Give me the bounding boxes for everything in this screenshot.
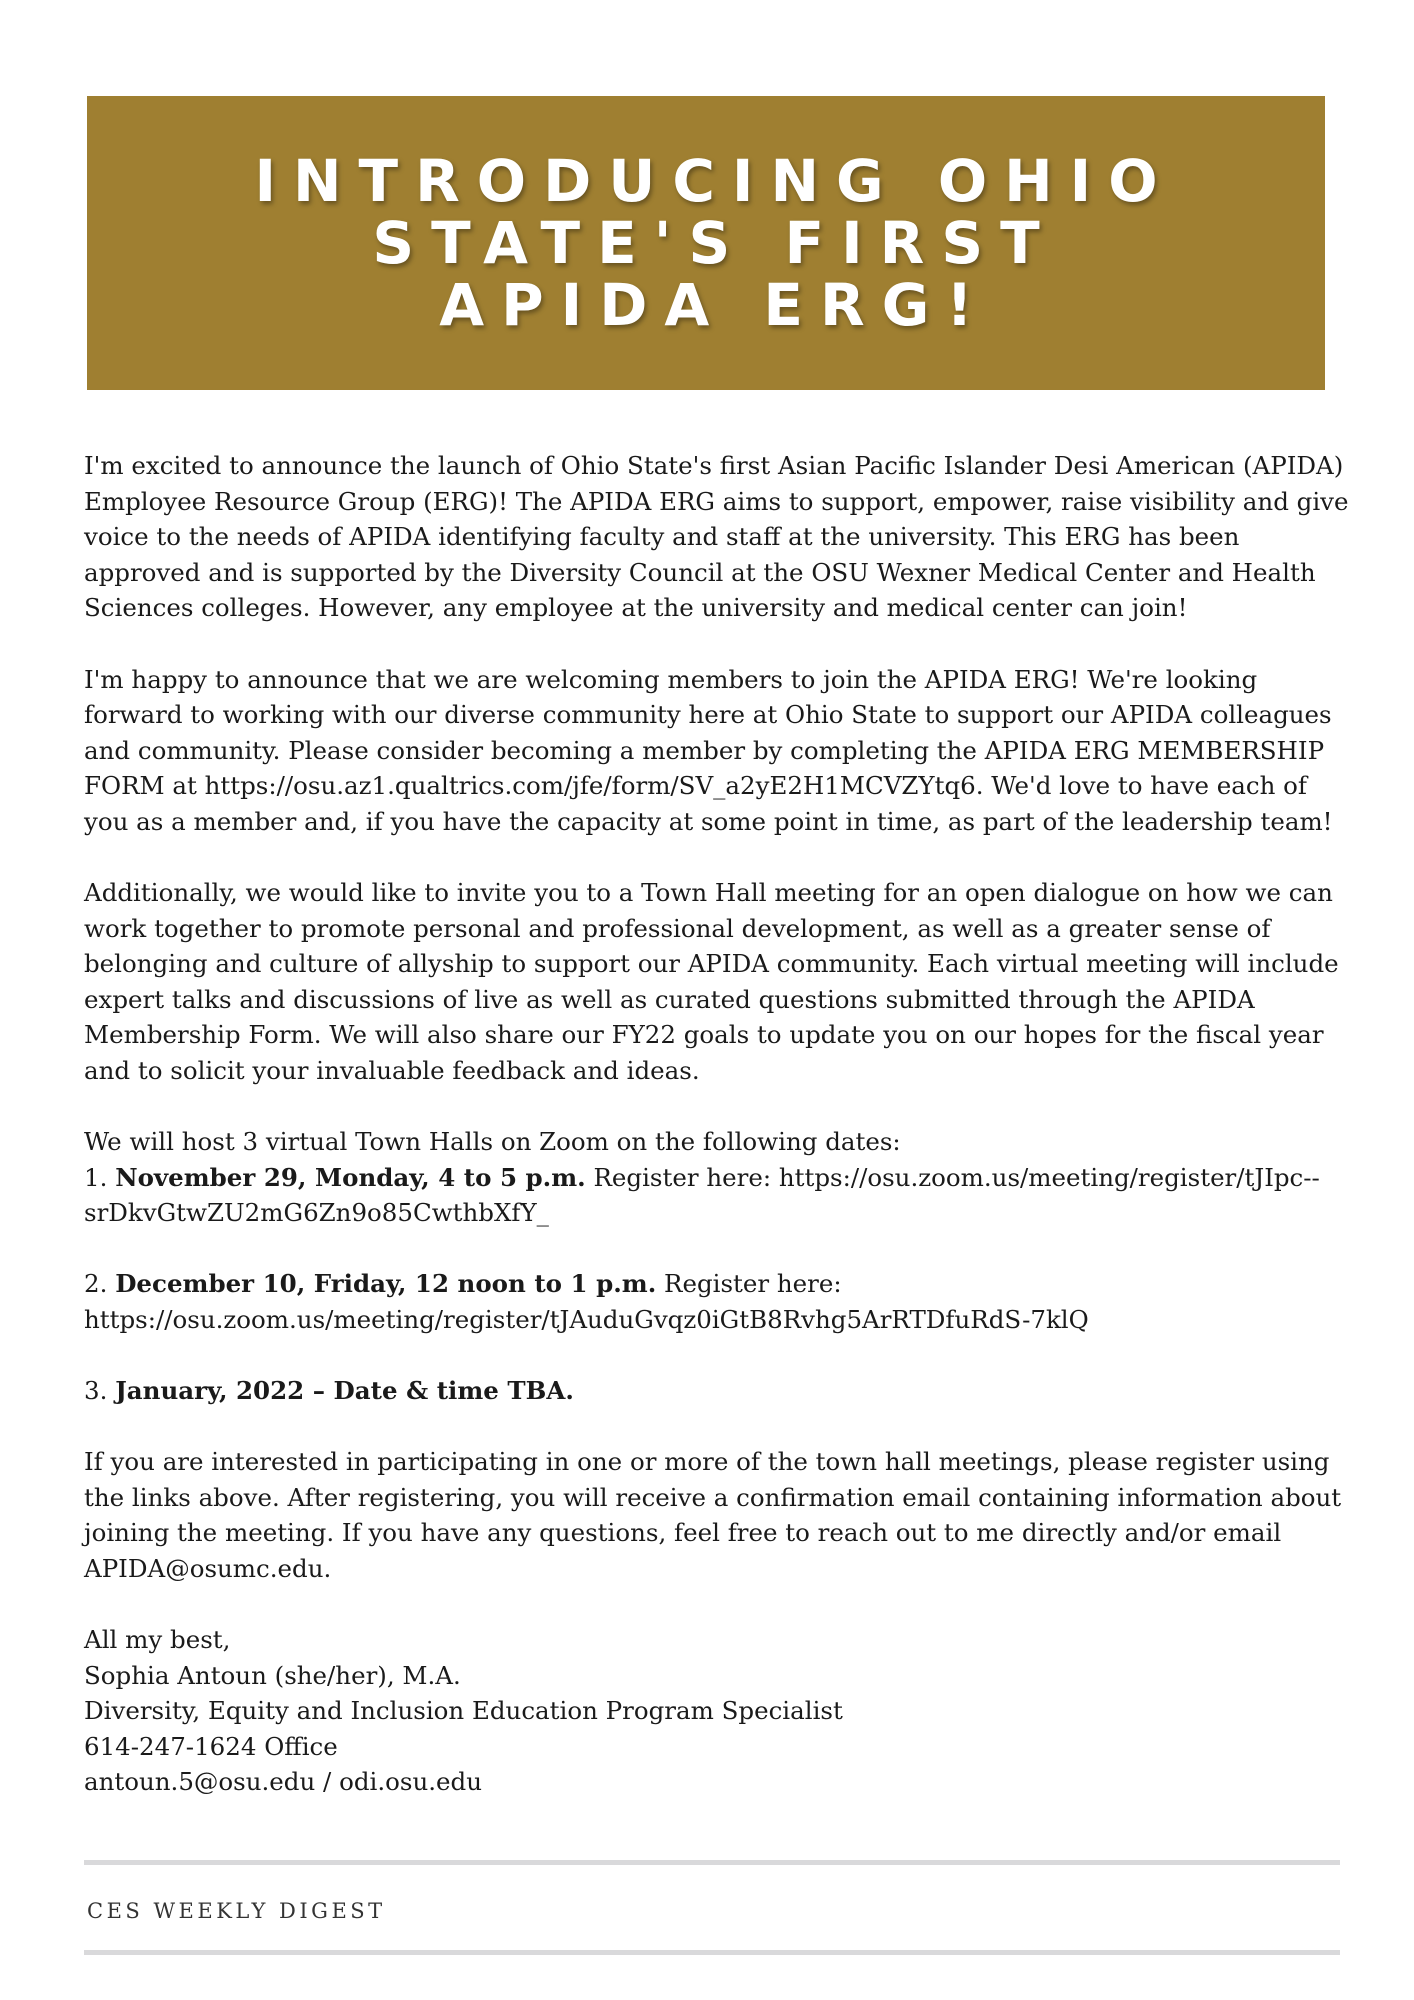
closing-paragraph xyxy=(84,1444,1342,1586)
membership-line: you as a member and, if you have the capacity at some point in time, as part of the leadership team! xyxy=(84,806,1333,836)
signature-contact[interactable]: antoun.5@osu.edu / odi.osu.edu xyxy=(84,1767,483,1796)
town-hall-line: Membership Form. We will also share our FY22 goals to update you on our hopes for the fiscal year xyxy=(84,1020,1324,1049)
membership-line: I'm happy to announce that we are welcoming members to join the APIDA ERG! We're looking xyxy=(84,664,1258,694)
signoff: All my best, xyxy=(84,1625,231,1654)
schedule-item-2 xyxy=(84,1266,1334,1302)
item-number: 3. xyxy=(84,1375,108,1405)
intro-line: Employee Resource Group (ERG)! The APIDA ERG aims to support, empower, raise visibility and give xyxy=(84,486,1349,516)
intro-line: voice to the needs of APIDA identifying faculty and staff at the university. This ERG has been xyxy=(84,522,1240,551)
footer-divider-top xyxy=(84,1860,1340,1865)
closing-line: If you are interested in participating in one or more of the town hall meetings, please register using xyxy=(84,1447,1330,1476)
intro-paragraph xyxy=(84,448,1349,626)
schedule-item-1 xyxy=(84,1160,1334,1196)
item-number: 1. xyxy=(84,1162,108,1192)
header-banner xyxy=(87,96,1325,390)
town-hall-line: work together to promote personal and professional development, as well as a greater sense of xyxy=(84,913,1271,943)
intro-line: approved and is supported by the Diversity Council at the OSU Wexner Medical Center and Health xyxy=(84,557,1316,587)
closing-line: joining the meeting. If you have any questions, feel free to reach out to me directly and/or email xyxy=(84,1518,1282,1547)
town-hall-line: belonging and culture of allyship to support our APIDA community. Each virtual meeting will include xyxy=(84,949,1339,978)
signature-name: Sophia Antoun (she/her), M.A. xyxy=(84,1660,461,1690)
footer-divider-bottom xyxy=(84,1950,1340,1955)
signature-block xyxy=(84,1622,1334,1800)
intro-line: I'm excited to announce the launch of Ohio State's first Asian Pacific Islander Desi American (APIDA) xyxy=(84,451,1344,480)
register-label: Register here: xyxy=(656,1269,842,1298)
closing-line: the links above. After registering, you will receive a confirmation email containing information about xyxy=(84,1482,1342,1512)
register-link-continued[interactable]: srDkvGtwZU2mG6Zn9o85CwthbXfY_ xyxy=(84,1198,549,1227)
membership-form-link-line[interactable]: FORM at https://osu.az1.qualtrics.com/jfe/form/SV_a2yE2H1MCVZYtq6. We'd love to have each of xyxy=(84,771,1308,800)
email-link[interactable]: APIDA@osumc.edu. xyxy=(84,1553,332,1583)
item-date: November 29, Monday, 4 to 5 p.m. xyxy=(115,1162,586,1192)
intro-line: Sciences colleges. However, any employee at the university and medical center can join! xyxy=(84,593,1188,622)
membership-paragraph xyxy=(84,662,1334,840)
schedule-item-3 xyxy=(84,1373,1334,1409)
membership-line: and community. Please consider becoming a member by completing the APIDA ERG MEMBERSHIP xyxy=(84,735,1325,765)
town-hall-paragraph xyxy=(84,875,1339,1088)
item-date: January, 2022 – Date & time TBA. xyxy=(115,1375,574,1405)
signature-phone: 614-247-1624 Office xyxy=(84,1731,338,1761)
signature-title: Diversity, Equity and Inclusion Education Program Specialist xyxy=(84,1696,843,1725)
item-date: December 10, Friday, 12 noon to 1 p.m. xyxy=(115,1269,657,1298)
schedule-section xyxy=(84,1124,1334,1408)
membership-line: forward to working with our diverse community here at Ohio State to support our APIDA colleagues xyxy=(84,700,1332,729)
item-number: 2. xyxy=(84,1269,108,1298)
banner-title-line-1: INTRODUCING OHIO xyxy=(254,147,1175,215)
schedule-intro: We will host 3 virtual Town Halls on Zoom on the following dates: xyxy=(84,1127,901,1156)
town-hall-line: Additionally, we would like to invite you to a Town Hall meeting for an open dialogue on how we can xyxy=(84,878,1333,907)
article-body xyxy=(84,448,1349,1836)
banner-title-line-3: APIDA ERG! xyxy=(439,271,990,339)
banner-title-line-2: STATE'S FIRST xyxy=(372,209,1057,277)
town-hall-line: expert talks and discussions of live as well as curated questions submitted through the APIDA xyxy=(84,984,1255,1014)
footer-label: CES WEEKLY DIGEST xyxy=(87,1899,386,1923)
town-hall-line: and to solicit your invaluable feedback and ideas. xyxy=(84,1055,700,1085)
register-link[interactable]: Register here: https://osu.zoom.us/meeting/register/tJIpc-- xyxy=(585,1162,1320,1192)
register-link[interactable]: https://osu.zoom.us/meeting/register/tJAuduGvqz0iGtB8Rvhg5ArRTDfuRdS-7klQ xyxy=(84,1304,1089,1334)
